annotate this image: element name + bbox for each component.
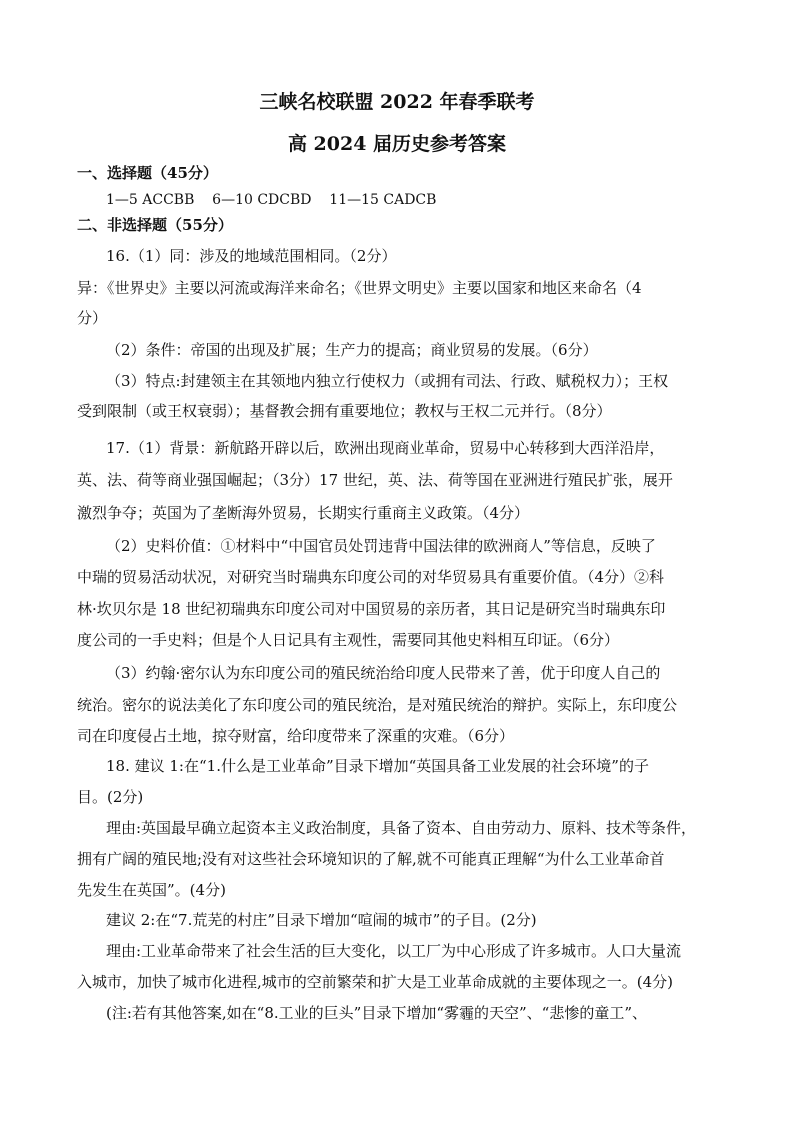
answer-line: 异：《世界史》主要以河流或海洋来命名；《世界文明史》主要以国家和地区来命名（4 bbox=[77, 279, 642, 297]
answer-line: 先发生在英国”。(4分) bbox=[77, 881, 226, 899]
answer-line: 分） bbox=[77, 309, 108, 327]
answer-line: （3）特点:封建领主在其领地内独立行使权力（或拥有司法、行政、赋税权力）；王权 bbox=[106, 372, 669, 390]
answer-line: 中瑞的贸易活动状况，对研究当时瑞典东印度公司的对华贸易具有重要价值。（4分）②科 bbox=[77, 568, 665, 586]
answer-line: 16.（1）同：涉及的地域范围相同。（2分） bbox=[106, 247, 397, 265]
answer-line: 理由:英国最早确立起资本主义政治制度，具备了资本、自由劳动力、原料、技术等条件， bbox=[106, 819, 697, 837]
answer-line: 17.（1）背景：新航路开辟以后，欧洲出现商业革命，贸易中心转移到大西洋沿岸， bbox=[106, 439, 665, 457]
answer-line: 目。(2分) bbox=[77, 788, 144, 806]
answer-line: 司在印度侵占土地，掠夺财富，给印度带来了深重的灾难。（6分） bbox=[77, 727, 515, 745]
answer-line: （3）约翰·密尔认为东印度公司的殖民统治给印度人民带来了善，优于印度人自己的 bbox=[106, 664, 661, 682]
choice-answers: 1—5 ACCBB 6—10 CDCBD 11—15 CADCB bbox=[106, 192, 437, 208]
document-subtitle: 高 2024 届历史参考答案 bbox=[287, 133, 507, 155]
section-heading-choice: 一、选择题（45分） bbox=[77, 164, 218, 182]
answer-line: 统治。密尔的说法美化了东印度公司的殖民统治，是对殖民统治的辩护。实际上，东印度公 bbox=[77, 696, 678, 714]
answer-line: (注:若有其他答案,如在“8.工业的巨头”目录下增加“雾霾的天空”、“悲惨的童工”、 bbox=[106, 1004, 647, 1022]
answer-line: 受到限制（或王权衰弱）；基督教会拥有重要地位；教权与王权二元并行。（8分） bbox=[77, 402, 612, 420]
document-title: 三峡名校联盟 2022 年春季联考 bbox=[259, 91, 535, 113]
answer-line: （2）条件：帝国的出现及扩展；生产力的提高；商业贸易的发展。（6分） bbox=[106, 341, 598, 359]
answer-line: 激烈争夺；英国为了垄断海外贸易，长期实行重商主义政策。（4分） bbox=[77, 504, 530, 522]
answer-line: 理由:工业革命带来了社会生活的巨大变化，以工厂为中心形成了许多城市。人口大量流 bbox=[106, 942, 682, 960]
answer-line: 入城市，加快了城市化进程,城市的空前繁荣和扩大是工业革命成就的主要体现之一。(4分) bbox=[77, 973, 674, 991]
answer-line: （2）史料价值：①材料中“中国官员处罚违背中国法律的欧洲商人”等信息，反映了 bbox=[106, 537, 656, 555]
answer-line: 拥有广阔的殖民地;没有对这些社会环境知识的了解,就不可能真正理解“为什么工业革命首 bbox=[77, 850, 665, 868]
answer-line: 18. 建议 1:在“1.什么是工业革命”目录下增加“英国具备工业发展的社会环境”的子 bbox=[106, 757, 649, 775]
section-heading-nonchoice: 二、非选择题（55分） bbox=[77, 216, 233, 234]
answer-line: 英、法、荷等商业强国崛起；（3分）17 世纪，英、法、荷等国在亚洲进行殖民扩张，展开 bbox=[77, 471, 673, 489]
answer-line: 度公司的一手史料；但是个人日记具有主观性，需要同其他史料相互印证。（6分） bbox=[77, 631, 620, 649]
answer-line: 林·坎贝尔是 18 世纪初瑞典东印度公司对中国贸易的亲历者，其日记是研究当时瑞典东印 bbox=[77, 600, 666, 618]
answer-line: 建议 2:在“7.荒芜的村庄”目录下增加“喧闹的城市”的子目。(2分) bbox=[106, 911, 537, 929]
